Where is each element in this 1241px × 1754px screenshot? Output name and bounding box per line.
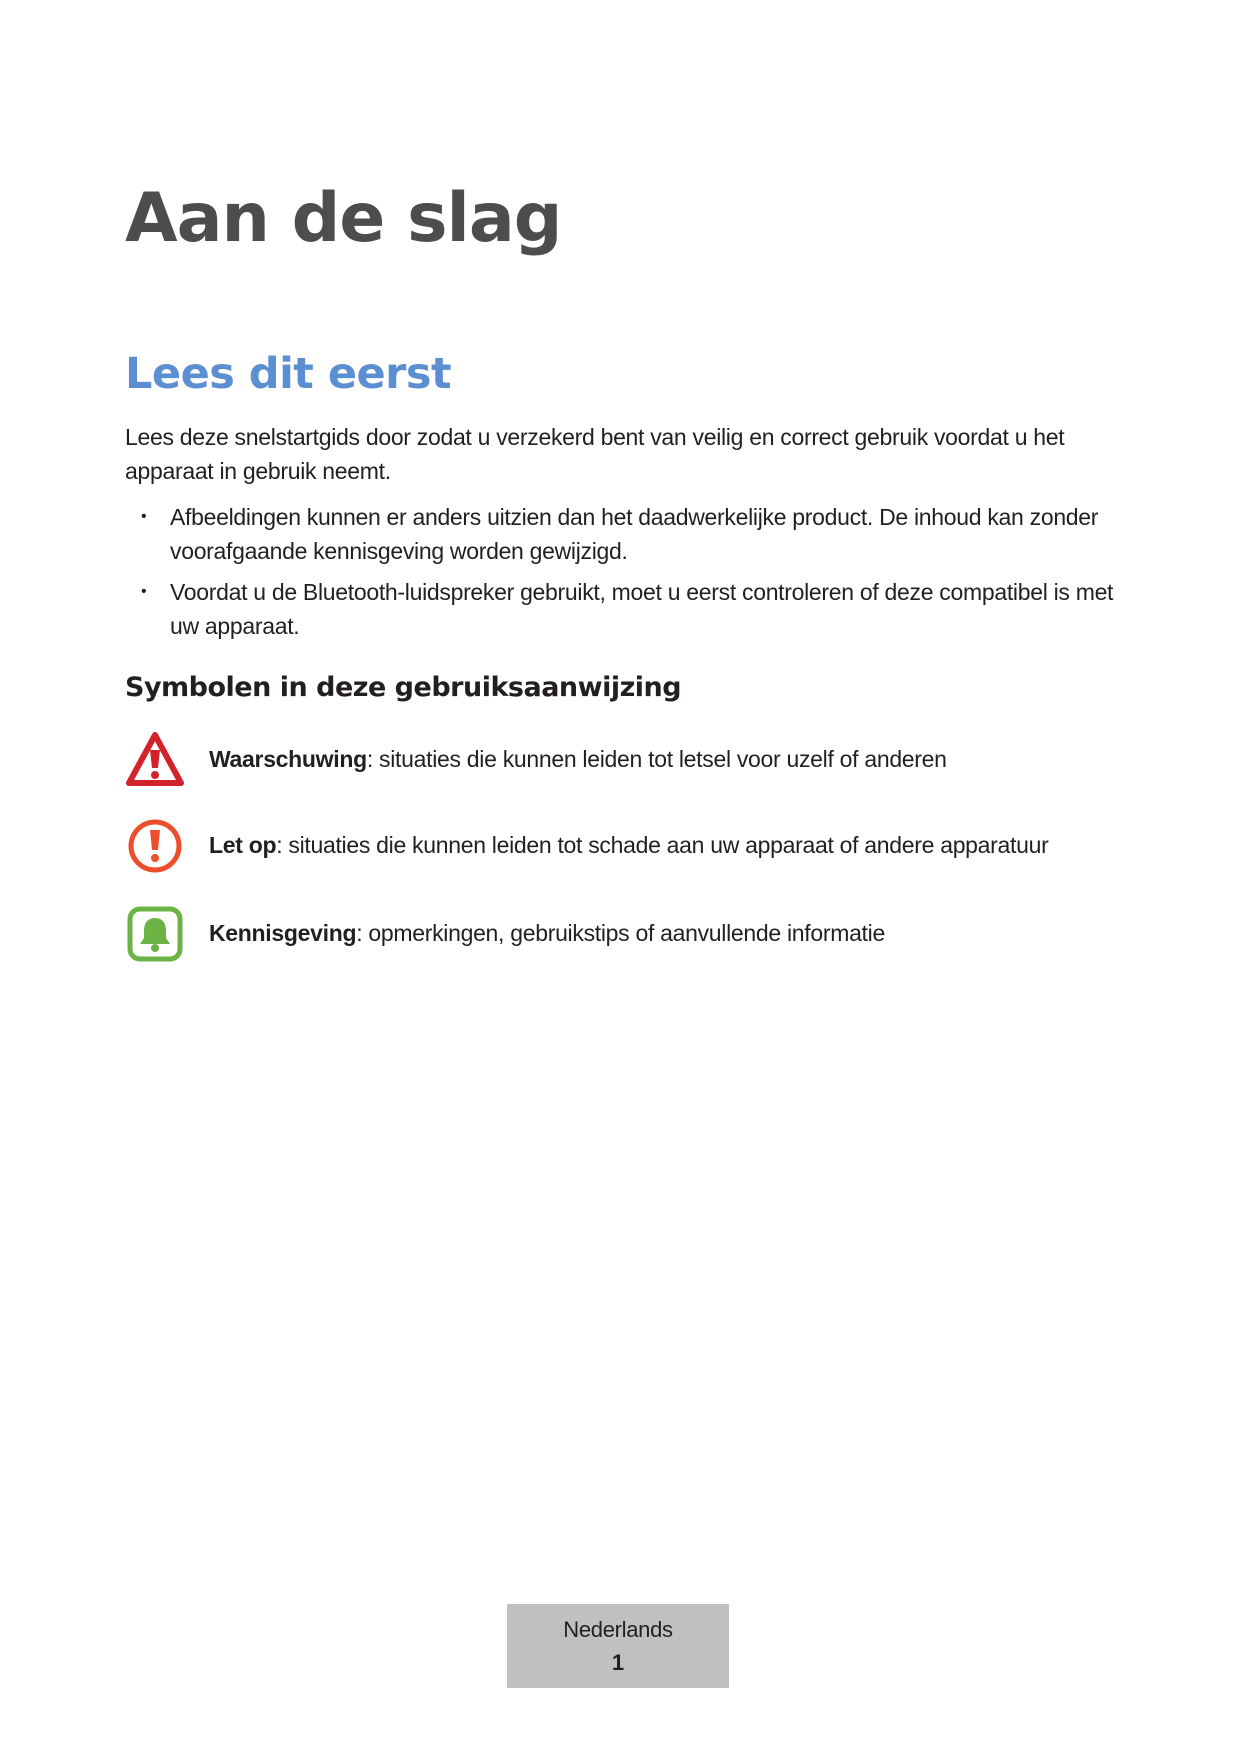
symbol-term: Let op <box>209 832 277 858</box>
bullet-text: Afbeeldingen kunnen er anders uitzien dan het daadwerkelijke product. De inhoud kan zonder voorafgaande kennisgeving worden gewijzigd. <box>170 504 1099 564</box>
page-title: Aan de slag <box>125 179 562 258</box>
symbol-description: : opmerkingen, gebruikstips of aanvullende informatie <box>356 920 885 946</box>
symbol-text <box>209 744 947 774</box>
bullet-text: Voordat u de Bluetooth-luidspreker gebruikt, moet u eerst controleren of deze compatibel is met uw apparaat. <box>170 579 1114 639</box>
footer-language: Nederlands <box>563 1617 673 1642</box>
list-item <box>125 575 1115 643</box>
caution-circle-icon <box>125 816 185 876</box>
section-title: Lees dit eerst <box>125 349 452 399</box>
bullet-dot: • <box>141 583 147 600</box>
warning-triangle-icon <box>125 730 185 790</box>
symbol-text <box>209 830 1048 860</box>
symbol-description: : situaties die kunnen leiden tot schade aan uw apparaat of andere apparatuur <box>276 832 1049 858</box>
symbol-text <box>209 918 885 948</box>
symbol-row-notice <box>125 904 1125 964</box>
bullet-list <box>125 500 1115 650</box>
symbol-term: Waarschuwing <box>209 746 367 772</box>
symbol-term: Kennisgeving <box>209 920 357 946</box>
symbol-description: : situaties die kunnen leiden tot letsel voor uzelf of anderen <box>366 746 947 772</box>
page-footer <box>507 1604 729 1688</box>
list-item <box>125 500 1115 568</box>
notice-bell-icon <box>125 904 185 964</box>
bullet-dot: • <box>141 508 147 525</box>
symbol-row-warning <box>125 730 1125 790</box>
symbol-row-caution <box>125 816 1125 876</box>
page-number: 1 <box>611 1650 625 1675</box>
intro-paragraph: Lees deze snelstartgids door zodat u verzekerd bent van veilig en correct gebruik voordat u het apparaat in gebruik neemt. <box>125 424 1065 484</box>
symbols-title: Symbolen in deze gebruiksaanwijzing <box>125 672 682 703</box>
